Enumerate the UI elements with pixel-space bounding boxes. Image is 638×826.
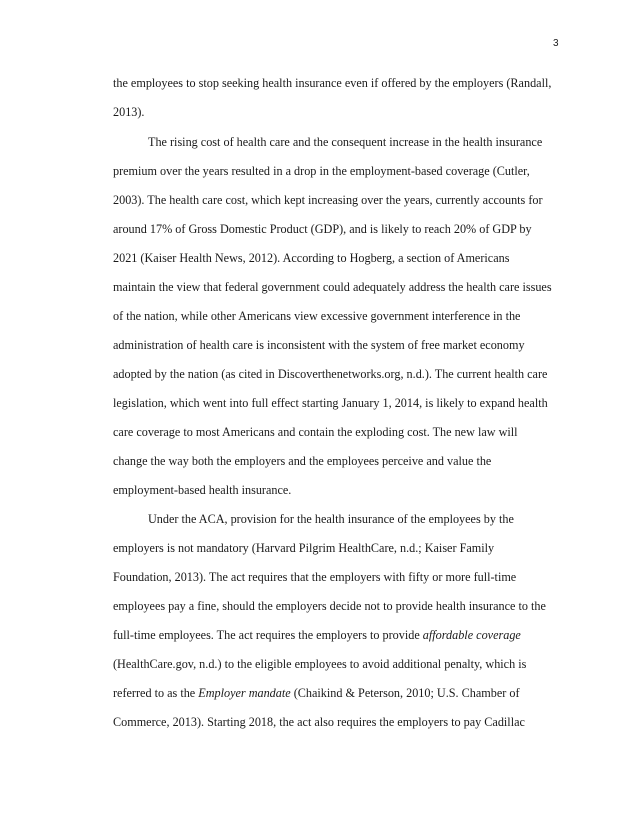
italic-term: Employer mandate (198, 686, 291, 700)
text-line: 2003). The health care cost, which kept increasing over the years, currently accounts for (113, 193, 543, 207)
text-line: maintain the view that federal government could adequately address the health care issues (113, 280, 552, 294)
text-line: adopted by the nation (as cited in Discoverthenetworks.org, n.d.). The current health care (113, 367, 548, 381)
text-line: The rising cost of health care and the consequent increase in the health insurance (148, 135, 543, 149)
text-run: full-time employees. The act requires the employers to provide (113, 628, 423, 642)
text-line: Under the ACA, provision for the health insurance of the employees by the (148, 512, 514, 526)
text-line: employment-based health insurance. (113, 483, 292, 497)
text-line: care coverage to most Americans and contain the exploding cost. The new law will (113, 425, 518, 439)
text-line: Commerce, 2013). Starting 2018, the act also requires the employers to pay Cadillac (113, 715, 525, 729)
text-line: 2013). (113, 105, 145, 119)
text-line: employees pay a fine, should the employers decide not to provide health insurance to the (113, 599, 546, 613)
text-line: around 17% of Gross Domestic Product (GDP), and is likely to reach 20% of GDP by (113, 222, 532, 236)
text-run: referred to as the (113, 686, 199, 700)
text-line: administration of health care is inconsistent with the system of free market economy (113, 338, 525, 352)
text-line: legislation, which went into full effect starting January 1, 2014, is likely to expand health (113, 396, 548, 410)
text-line: change the way both the employers and the employees perceive and value the (113, 454, 492, 468)
text-line: employers is not mandatory (Harvard Pilgrim HealthCare, n.d.; Kaiser Family (113, 541, 495, 555)
text-line: of the nation, while other Americans view excessive government interference in the (113, 309, 521, 323)
page-number: 3 (553, 38, 559, 49)
text-line: Foundation, 2013). The act requires that the employers with fifty or more full-time (113, 570, 517, 584)
text-line (113, 685, 520, 701)
text-line: (HealthCare.gov, n.d.) to the eligible employees to avoid additional penalty, which is (113, 657, 527, 671)
italic-term: affordable coverage (422, 628, 521, 642)
text-line (113, 627, 521, 643)
text-line: premium over the years resulted in a drop in the employment-based coverage (Cutler, (113, 164, 530, 178)
text-run: (Chaikind & Peterson, 2010; U.S. Chamber of (290, 686, 520, 700)
text-line: 2021 (Kaiser Health News, 2012). According to Hogberg, a section of Americans (113, 251, 510, 265)
text-line: the employees to stop seeking health insurance even if offered by the employers (Randall, (113, 76, 552, 90)
